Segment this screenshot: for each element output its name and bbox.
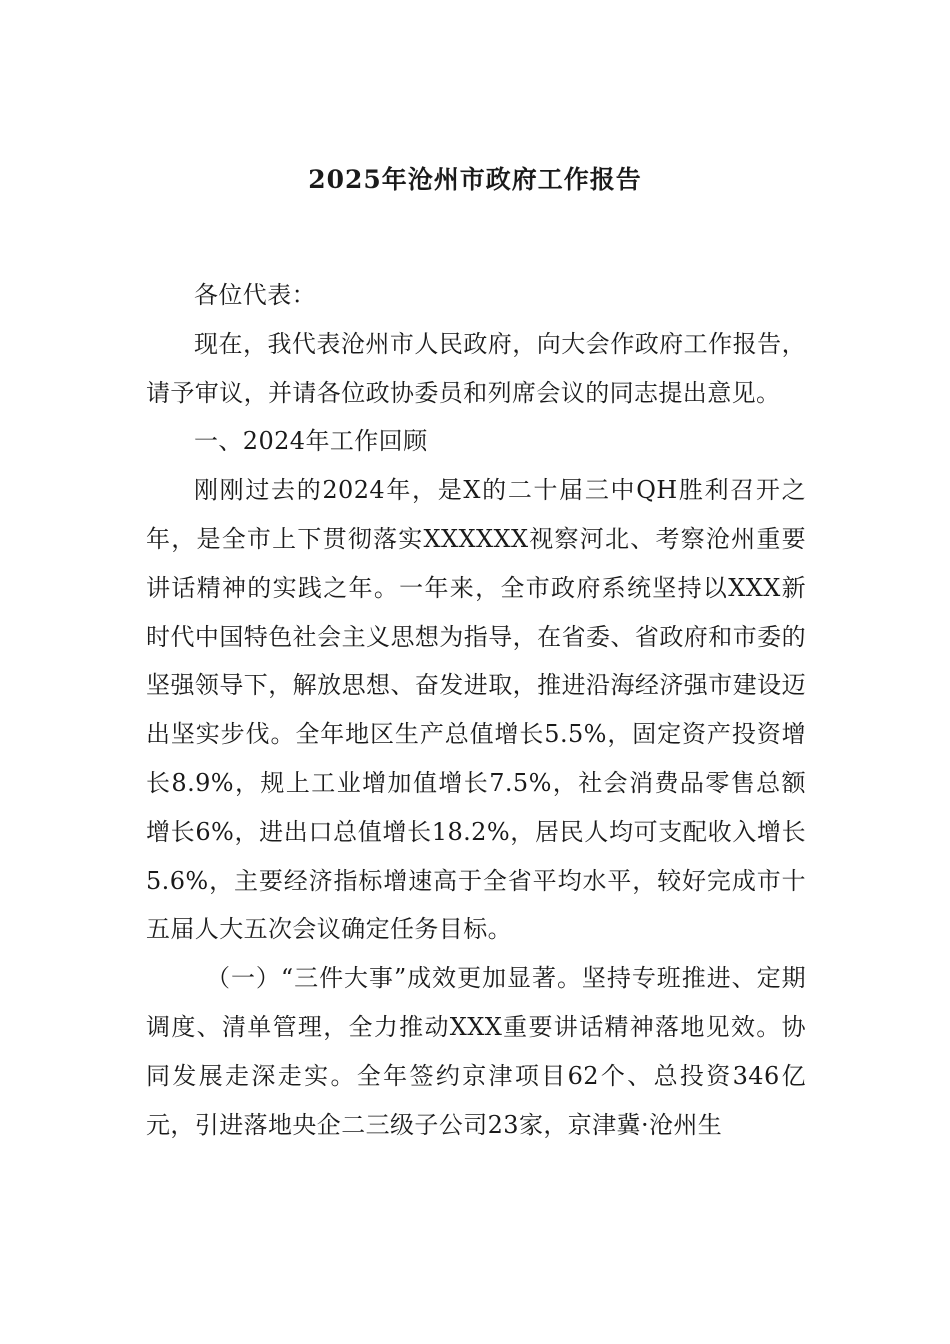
intro-paragraph: 现在，我代表沧州市人民政府，向大会作政府工作报告，请予审议，并请各位政协委员和列席会议的同志提出意见。 xyxy=(146,329,806,407)
document-title: 2025年沧州市政府工作报告 xyxy=(308,165,642,194)
document-body xyxy=(146,271,806,1149)
section-heading: 一、2024年工作回顾 xyxy=(194,427,428,456)
review-paragraph: 刚刚过去的2024年，是X的二十届三中QH胜利召开之年，是全市上下贯彻落实XXXXXX视察河北、考察沧州重要讲话精神的实践之年。一年来，全市政府系统坚持以XXX新时代中国特色社会主义思想为指导，在省委、省政府和市委的坚强领导下，解放思想、奋发进取，推进沿海经济强市建设迈出坚实步伐。全年地区生产总值增长5.5%，固定资产投资增长8.9%，规上工业增加值增长7.5%，社会消费品零售总额增长6%，进出口总值增长18.2%，居民人均可支配收入增长5.6%，主要经济指标增速高于全省平均水平，较好完成市十五届人大五次会议确定任务目标。 xyxy=(146,476,806,944)
subsection-paragraph: （一）“三件大事”成效更加显著。坚持专班推进、定期调度、清单管理，全力推动XXX重要讲话精神落地见效。协同发展走深走实。全年签约京津项目62个、总投资346亿元，引进落地央企二三级子公司23家，京津冀·沧州生 xyxy=(146,964,806,1139)
salutation: 各位代表： xyxy=(194,281,316,309)
